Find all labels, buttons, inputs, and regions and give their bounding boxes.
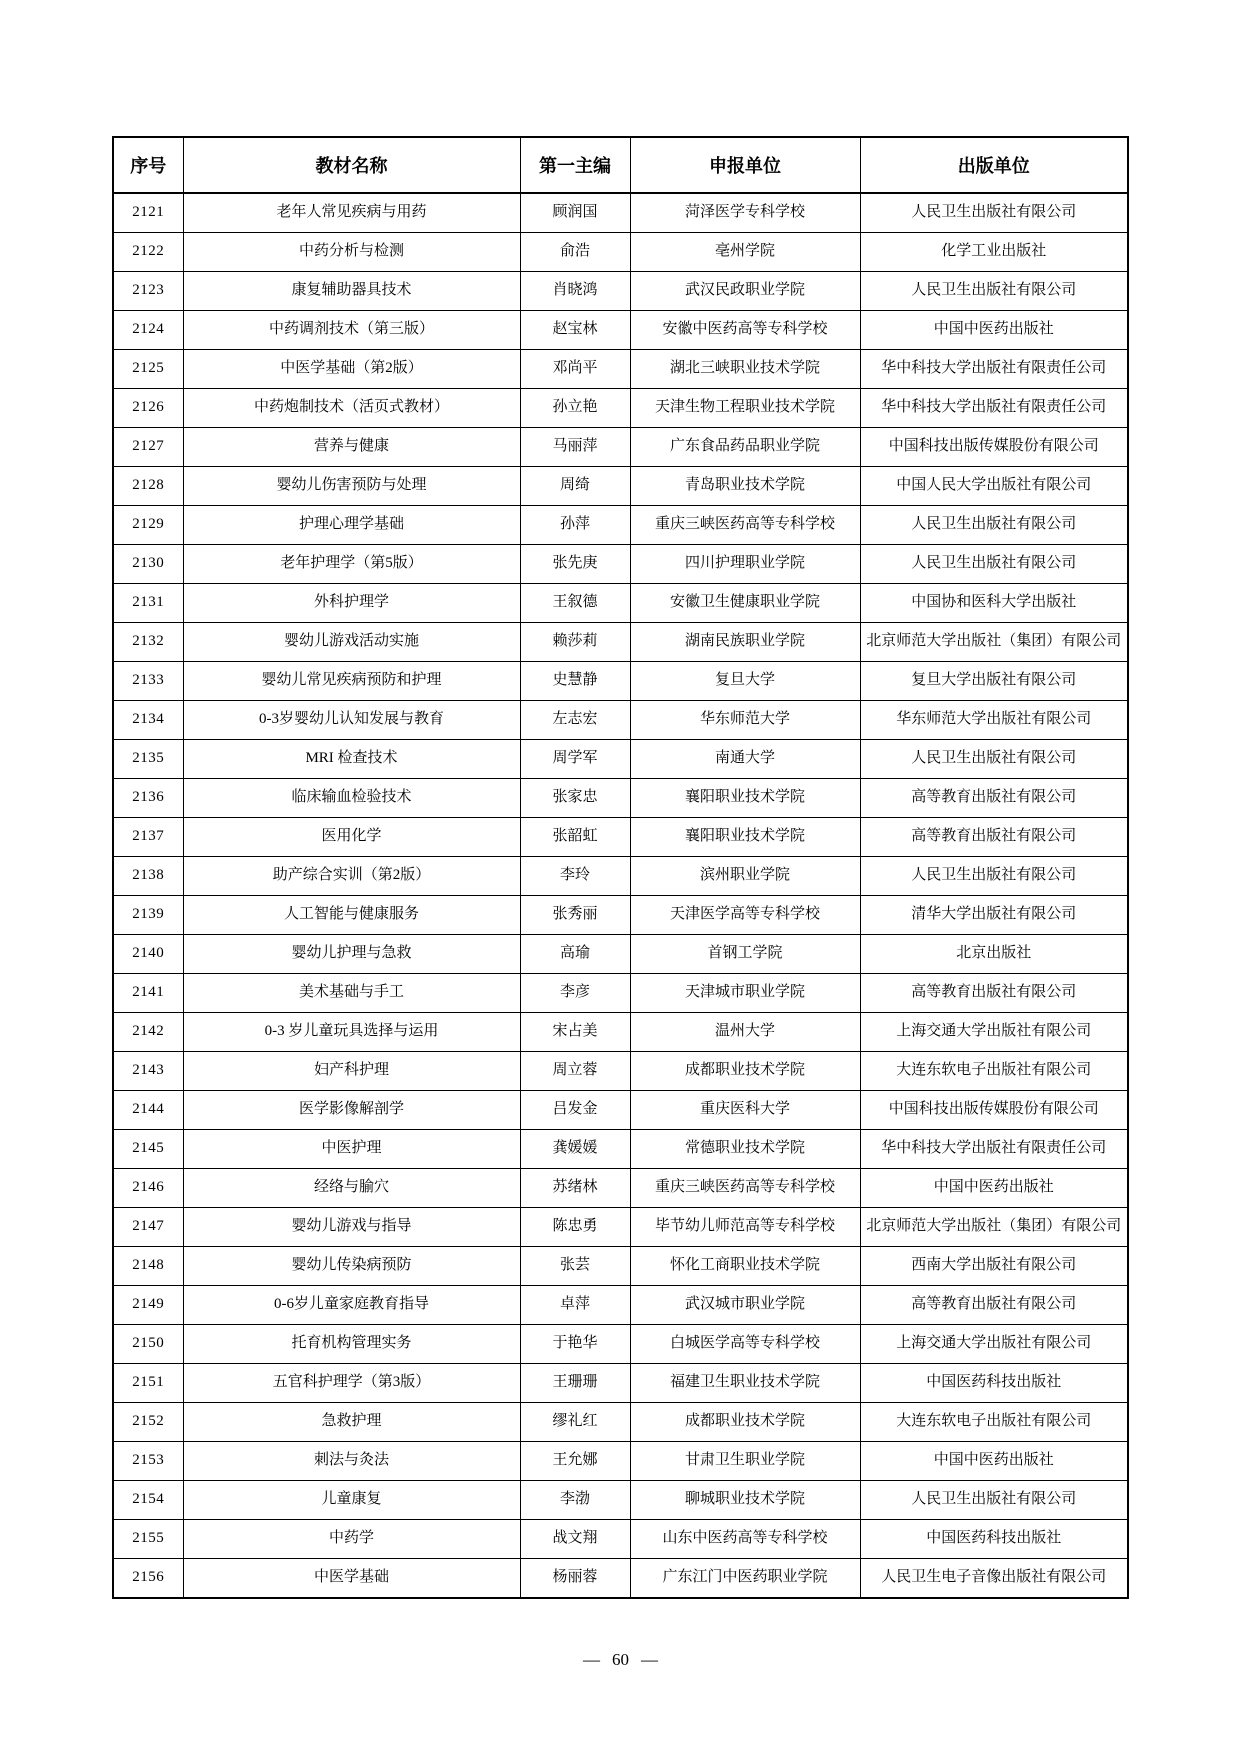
cell-title: 五官科护理学（第3版）	[183, 1364, 520, 1403]
cell-publisher: 中国协和医科大学出版社	[860, 584, 1128, 623]
cell-publisher: 上海交通大学出版社有限公司	[860, 1013, 1128, 1052]
cell-applicant: 广东食品药品职业学院	[630, 428, 860, 467]
table-row	[113, 389, 1128, 428]
cell-title: 护理心理学基础	[183, 506, 520, 545]
cell-editor: 缪礼红	[520, 1403, 630, 1442]
table-row	[113, 1247, 1128, 1286]
cell-serial: 2135	[113, 740, 183, 779]
cell-serial: 2122	[113, 233, 183, 272]
cell-title: 中药炮制技术（活页式教材）	[183, 389, 520, 428]
cell-applicant: 武汉城市职业学院	[630, 1286, 860, 1325]
cell-title: 中医护理	[183, 1130, 520, 1169]
cell-applicant: 山东中医药高等专科学校	[630, 1520, 860, 1559]
cell-serial: 2125	[113, 350, 183, 389]
cell-serial: 2126	[113, 389, 183, 428]
cell-publisher: 人民卫生出版社有限公司	[860, 740, 1128, 779]
table-row	[113, 1091, 1128, 1130]
cell-editor: 马丽萍	[520, 428, 630, 467]
cell-publisher: 人民卫生出版社有限公司	[860, 545, 1128, 584]
cell-serial: 2129	[113, 506, 183, 545]
cell-editor: 史慧静	[520, 662, 630, 701]
page-footer	[0, 1650, 1241, 1670]
cell-publisher: 高等教育出版社有限公司	[860, 1286, 1128, 1325]
cell-editor: 龚媛媛	[520, 1130, 630, 1169]
cell-editor: 宋占美	[520, 1013, 630, 1052]
cell-publisher: 化学工业出版社	[860, 233, 1128, 272]
cell-serial: 2147	[113, 1208, 183, 1247]
cell-editor: 苏绪林	[520, 1169, 630, 1208]
cell-publisher: 人民卫生出版社有限公司	[860, 857, 1128, 896]
cell-serial: 2132	[113, 623, 183, 662]
table-row	[113, 662, 1128, 701]
cell-publisher: 高等教育出版社有限公司	[860, 779, 1128, 818]
cell-editor: 吕发金	[520, 1091, 630, 1130]
cell-serial: 2146	[113, 1169, 183, 1208]
cell-applicant: 安徽卫生健康职业学院	[630, 584, 860, 623]
cell-publisher: 中国人民大学出版社有限公司	[860, 467, 1128, 506]
cell-editor: 李彦	[520, 974, 630, 1013]
cell-title: 老年护理学（第5版）	[183, 545, 520, 584]
table-row	[113, 1208, 1128, 1247]
cell-serial: 2128	[113, 467, 183, 506]
cell-publisher: 华东师范大学出版社有限公司	[860, 701, 1128, 740]
cell-publisher: 中国科技出版传媒股份有限公司	[860, 1091, 1128, 1130]
cell-title: 0-3 岁儿童玩具选择与运用	[183, 1013, 520, 1052]
table-row	[113, 1364, 1128, 1403]
cell-title: 婴幼儿护理与急救	[183, 935, 520, 974]
table-body	[113, 193, 1128, 1598]
cell-serial: 2124	[113, 311, 183, 350]
table-row	[113, 974, 1128, 1013]
cell-applicant: 福建卫生职业技术学院	[630, 1364, 860, 1403]
cell-serial: 2153	[113, 1442, 183, 1481]
cell-applicant: 复旦大学	[630, 662, 860, 701]
cell-applicant: 襄阳职业技术学院	[630, 818, 860, 857]
cell-editor: 张家忠	[520, 779, 630, 818]
cell-editor: 孙萍	[520, 506, 630, 545]
cell-title: 美术基础与手工	[183, 974, 520, 1013]
cell-title: 托育机构管理实务	[183, 1325, 520, 1364]
table-row	[113, 1286, 1128, 1325]
cell-applicant: 毕节幼儿师范高等专科学校	[630, 1208, 860, 1247]
cell-title: 人工智能与健康服务	[183, 896, 520, 935]
cell-applicant: 菏泽医学专科学校	[630, 193, 860, 233]
cell-serial: 2144	[113, 1091, 183, 1130]
cell-editor: 张芸	[520, 1247, 630, 1286]
cell-title: 康复辅助器具技术	[183, 272, 520, 311]
cell-publisher: 人民卫生出版社有限公司	[860, 272, 1128, 311]
table-row	[113, 1013, 1128, 1052]
table-row	[113, 1403, 1128, 1442]
cell-applicant: 天津生物工程职业技术学院	[630, 389, 860, 428]
cell-title: 中药分析与检测	[183, 233, 520, 272]
header-title: 教材名称	[183, 137, 520, 193]
cell-editor: 周立蓉	[520, 1052, 630, 1091]
cell-applicant: 广东江门中医药职业学院	[630, 1559, 860, 1599]
table-row	[113, 779, 1128, 818]
table-row	[113, 1169, 1128, 1208]
cell-editor: 于艳华	[520, 1325, 630, 1364]
cell-publisher: 人民卫生出版社有限公司	[860, 506, 1128, 545]
cell-title: 医用化学	[183, 818, 520, 857]
cell-serial: 2151	[113, 1364, 183, 1403]
cell-serial: 2121	[113, 193, 183, 233]
cell-serial: 2138	[113, 857, 183, 896]
cell-serial: 2154	[113, 1481, 183, 1520]
cell-title: 0-6岁儿童家庭教育指导	[183, 1286, 520, 1325]
cell-serial: 2130	[113, 545, 183, 584]
cell-editor: 周绮	[520, 467, 630, 506]
table-row	[113, 1481, 1128, 1520]
cell-serial: 2143	[113, 1052, 183, 1091]
cell-publisher: 中国医药科技出版社	[860, 1520, 1128, 1559]
cell-editor: 张先庚	[520, 545, 630, 584]
cell-publisher: 华中科技大学出版社有限责任公司	[860, 389, 1128, 428]
cell-applicant: 首钢工学院	[630, 935, 860, 974]
cell-serial: 2145	[113, 1130, 183, 1169]
cell-editor: 陈忠勇	[520, 1208, 630, 1247]
cell-serial: 2137	[113, 818, 183, 857]
cell-applicant: 滨州职业学院	[630, 857, 860, 896]
header-serial: 序号	[113, 137, 183, 193]
header-publisher: 出版单位	[860, 137, 1128, 193]
table-row	[113, 428, 1128, 467]
footer-dash-left: —	[583, 1650, 600, 1669]
cell-editor: 王允娜	[520, 1442, 630, 1481]
cell-editor: 周学军	[520, 740, 630, 779]
table-row	[113, 818, 1128, 857]
cell-title: 婴幼儿游戏与指导	[183, 1208, 520, 1247]
cell-publisher: 复旦大学出版社有限公司	[860, 662, 1128, 701]
cell-editor: 王珊珊	[520, 1364, 630, 1403]
cell-editor: 李渤	[520, 1481, 630, 1520]
table-row	[113, 193, 1128, 233]
table-row	[113, 311, 1128, 350]
cell-publisher: 中国中医药出版社	[860, 311, 1128, 350]
cell-publisher: 北京师范大学出版社（集团）有限公司	[860, 1208, 1128, 1247]
cell-serial: 2140	[113, 935, 183, 974]
cell-serial: 2127	[113, 428, 183, 467]
cell-editor: 战文翔	[520, 1520, 630, 1559]
cell-serial: 2141	[113, 974, 183, 1013]
table-row	[113, 233, 1128, 272]
table-header-row	[113, 137, 1128, 193]
cell-editor: 杨丽蓉	[520, 1559, 630, 1599]
cell-editor: 王叙德	[520, 584, 630, 623]
table-row	[113, 467, 1128, 506]
cell-title: 婴幼儿游戏活动实施	[183, 623, 520, 662]
cell-applicant: 成都职业技术学院	[630, 1403, 860, 1442]
table-row	[113, 1442, 1128, 1481]
header-applicant: 申报单位	[630, 137, 860, 193]
cell-applicant: 安徽中医药高等专科学校	[630, 311, 860, 350]
table-row	[113, 1052, 1128, 1091]
cell-title: 婴幼儿传染病预防	[183, 1247, 520, 1286]
cell-title: 中医学基础（第2版）	[183, 350, 520, 389]
cell-title: 老年人常见疾病与用药	[183, 193, 520, 233]
cell-publisher: 人民卫生电子音像出版社有限公司	[860, 1559, 1128, 1599]
cell-publisher: 中国中医药出版社	[860, 1169, 1128, 1208]
cell-applicant: 南通大学	[630, 740, 860, 779]
table-row	[113, 1325, 1128, 1364]
table-row	[113, 623, 1128, 662]
cell-editor: 高瑜	[520, 935, 630, 974]
cell-title: 中医学基础	[183, 1559, 520, 1599]
cell-publisher: 中国中医药出版社	[860, 1442, 1128, 1481]
cell-serial: 2152	[113, 1403, 183, 1442]
cell-applicant: 四川护理职业学院	[630, 545, 860, 584]
cell-publisher: 人民卫生出版社有限公司	[860, 193, 1128, 233]
footer-dash-right: —	[641, 1650, 658, 1669]
cell-title: 婴幼儿常见疾病预防和护理	[183, 662, 520, 701]
table-row	[113, 506, 1128, 545]
cell-serial: 2139	[113, 896, 183, 935]
table-row	[113, 740, 1128, 779]
table-row	[113, 935, 1128, 974]
cell-editor: 赵宝林	[520, 311, 630, 350]
cell-serial: 2155	[113, 1520, 183, 1559]
cell-applicant: 湖北三峡职业技术学院	[630, 350, 860, 389]
table-row	[113, 350, 1128, 389]
cell-title: 营养与健康	[183, 428, 520, 467]
cell-serial: 2149	[113, 1286, 183, 1325]
page-number: 60	[612, 1650, 629, 1669]
cell-publisher: 高等教育出版社有限公司	[860, 974, 1128, 1013]
cell-serial: 2133	[113, 662, 183, 701]
cell-title: 临床输血检验技术	[183, 779, 520, 818]
cell-applicant: 怀化工商职业技术学院	[630, 1247, 860, 1286]
cell-publisher: 北京师范大学出版社（集团）有限公司	[860, 623, 1128, 662]
table-row	[113, 701, 1128, 740]
table-row	[113, 857, 1128, 896]
cell-publisher: 西南大学出版社有限公司	[860, 1247, 1128, 1286]
cell-applicant: 天津城市职业学院	[630, 974, 860, 1013]
table-row	[113, 1130, 1128, 1169]
cell-editor: 俞浩	[520, 233, 630, 272]
table-row	[113, 545, 1128, 584]
cell-editor: 肖晓鸿	[520, 272, 630, 311]
cell-editor: 李玲	[520, 857, 630, 896]
textbook-table	[112, 136, 1129, 1599]
cell-editor: 顾润国	[520, 193, 630, 233]
cell-serial: 2148	[113, 1247, 183, 1286]
cell-applicant: 聊城职业技术学院	[630, 1481, 860, 1520]
cell-title: 医学影像解剖学	[183, 1091, 520, 1130]
cell-publisher: 大连东软电子出版社有限公司	[860, 1052, 1128, 1091]
cell-publisher: 华中科技大学出版社有限责任公司	[860, 350, 1128, 389]
cell-title: 刺法与灸法	[183, 1442, 520, 1481]
cell-title: 婴幼儿伤害预防与处理	[183, 467, 520, 506]
cell-serial: 2142	[113, 1013, 183, 1052]
cell-title: 妇产科护理	[183, 1052, 520, 1091]
cell-applicant: 甘肃卫生职业学院	[630, 1442, 860, 1481]
cell-applicant: 白城医学高等专科学校	[630, 1325, 860, 1364]
cell-publisher: 大连东软电子出版社有限公司	[860, 1403, 1128, 1442]
cell-title: 急救护理	[183, 1403, 520, 1442]
cell-publisher: 中国医药科技出版社	[860, 1364, 1128, 1403]
cell-serial: 2150	[113, 1325, 183, 1364]
cell-editor: 孙立艳	[520, 389, 630, 428]
table-header	[113, 137, 1128, 193]
cell-applicant: 重庆三峡医药高等专科学校	[630, 1169, 860, 1208]
table-row	[113, 1520, 1128, 1559]
cell-title: 中药调剂技术（第三版）	[183, 311, 520, 350]
cell-serial: 2156	[113, 1559, 183, 1599]
cell-applicant: 常德职业技术学院	[630, 1130, 860, 1169]
cell-applicant: 温州大学	[630, 1013, 860, 1052]
cell-publisher: 中国科技出版传媒股份有限公司	[860, 428, 1128, 467]
cell-title: 儿童康复	[183, 1481, 520, 1520]
cell-title: MRI 检查技术	[183, 740, 520, 779]
cell-editor: 赖莎莉	[520, 623, 630, 662]
cell-publisher: 上海交通大学出版社有限公司	[860, 1325, 1128, 1364]
cell-title: 助产综合实训（第2版）	[183, 857, 520, 896]
cell-applicant: 重庆医科大学	[630, 1091, 860, 1130]
cell-editor: 卓萍	[520, 1286, 630, 1325]
cell-serial: 2136	[113, 779, 183, 818]
cell-editor: 邓尚平	[520, 350, 630, 389]
cell-title: 中药学	[183, 1520, 520, 1559]
cell-applicant: 华东师范大学	[630, 701, 860, 740]
cell-applicant: 重庆三峡医药高等专科学校	[630, 506, 860, 545]
cell-title: 0-3岁婴幼儿认知发展与教育	[183, 701, 520, 740]
cell-publisher: 高等教育出版社有限公司	[860, 818, 1128, 857]
cell-editor: 张韶虹	[520, 818, 630, 857]
cell-applicant: 青岛职业技术学院	[630, 467, 860, 506]
cell-title: 外科护理学	[183, 584, 520, 623]
cell-publisher: 清华大学出版社有限公司	[860, 896, 1128, 935]
cell-applicant: 襄阳职业技术学院	[630, 779, 860, 818]
header-editor: 第一主编	[520, 137, 630, 193]
cell-applicant: 成都职业技术学院	[630, 1052, 860, 1091]
cell-applicant: 湖南民族职业学院	[630, 623, 860, 662]
cell-title: 经络与腧穴	[183, 1169, 520, 1208]
cell-editor: 左志宏	[520, 701, 630, 740]
cell-applicant: 武汉民政职业学院	[630, 272, 860, 311]
cell-applicant: 天津医学高等专科学校	[630, 896, 860, 935]
cell-publisher: 北京出版社	[860, 935, 1128, 974]
cell-editor: 张秀丽	[520, 896, 630, 935]
cell-serial: 2134	[113, 701, 183, 740]
cell-serial: 2123	[113, 272, 183, 311]
cell-applicant: 亳州学院	[630, 233, 860, 272]
table-row	[113, 272, 1128, 311]
cell-publisher: 华中科技大学出版社有限责任公司	[860, 1130, 1128, 1169]
table-row	[113, 584, 1128, 623]
table-row	[113, 896, 1128, 935]
table-row	[113, 1559, 1128, 1599]
cell-serial: 2131	[113, 584, 183, 623]
cell-publisher: 人民卫生出版社有限公司	[860, 1481, 1128, 1520]
